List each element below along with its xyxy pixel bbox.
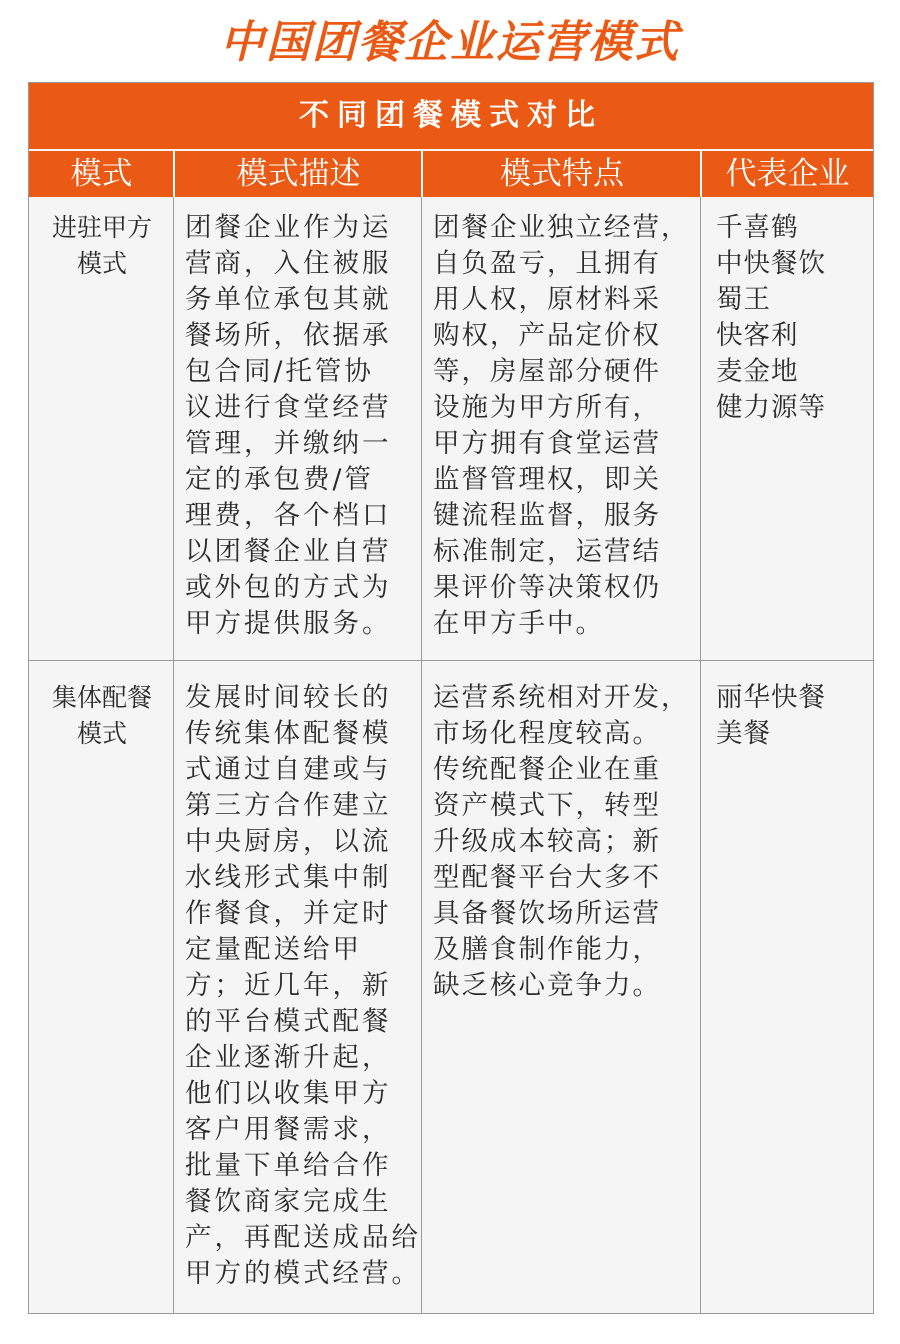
table-header-row bbox=[29, 151, 873, 197]
column-divider bbox=[173, 197, 174, 1313]
header-mode: 模式 bbox=[70, 156, 133, 192]
row1-mode: 进驻甲方 模式 bbox=[51, 213, 152, 278]
row2-description: 发展时间较长的 传统集体配餐模 式通过自建或与 第三方合作建立 中央厨房，以流 水线形式集中制 作餐食，并定时 定量配送给甲 方；近几年，新 的平台模式配餐 企业逐渐升起， 他们以收集甲方 客户用餐需求， 批量下单给合作 餐饮商家完成生 产，再配送成品给 甲方的模式经营。 bbox=[185, 682, 421, 1289]
column-divider bbox=[700, 197, 701, 1313]
table-banner: 不同团餐模式对比 bbox=[29, 83, 873, 149]
header-features: 模式特点 bbox=[500, 156, 624, 192]
page-title: 中国团餐企业运营模式 bbox=[220, 17, 680, 68]
row2-companies: 丽华快餐 美餐 bbox=[716, 682, 826, 749]
row1-features: 团餐企业独立经营， 自负盈亏，且拥有 用人权，原材料采 购权，产品定价权 等，房屋部分硬件 设施为甲方所有， 甲方拥有食堂运营 监督管理权，即关 键流程监督，服务 标准制定，运营结 果评价等决策权仍 在甲方手中。 bbox=[433, 212, 690, 639]
row2-mode: 集体配餐 模式 bbox=[51, 683, 152, 748]
row1-description: 团餐企业作为运 营商，入住被服 务单位承包其就 餐场所，依据承 包合同/托管协 议进行食堂经营 管理，并缴纳一 定的承包费/管 理费，各个档口 以团餐企业自营 或外包的方式为 甲方提供服务。 bbox=[185, 212, 392, 639]
row-divider bbox=[29, 660, 873, 661]
comparison-table bbox=[28, 82, 874, 1314]
row2-features: 运营系统相对开发， 市场化程度较高。 传统配餐企业在重 资产模式下，转型 升级成本较高；新 型配餐平台大多不 具备餐饮场所运营 及膳食制作能力， 缺乏核心竞争力。 bbox=[433, 682, 690, 1001]
header-companies: 代表企业 bbox=[725, 156, 850, 192]
row1-companies: 千喜鹤 中快餐饮 蜀王 快客利 麦金地 健力源等 bbox=[716, 212, 826, 423]
column-divider bbox=[421, 197, 422, 1313]
header-description: 模式描述 bbox=[236, 156, 361, 192]
